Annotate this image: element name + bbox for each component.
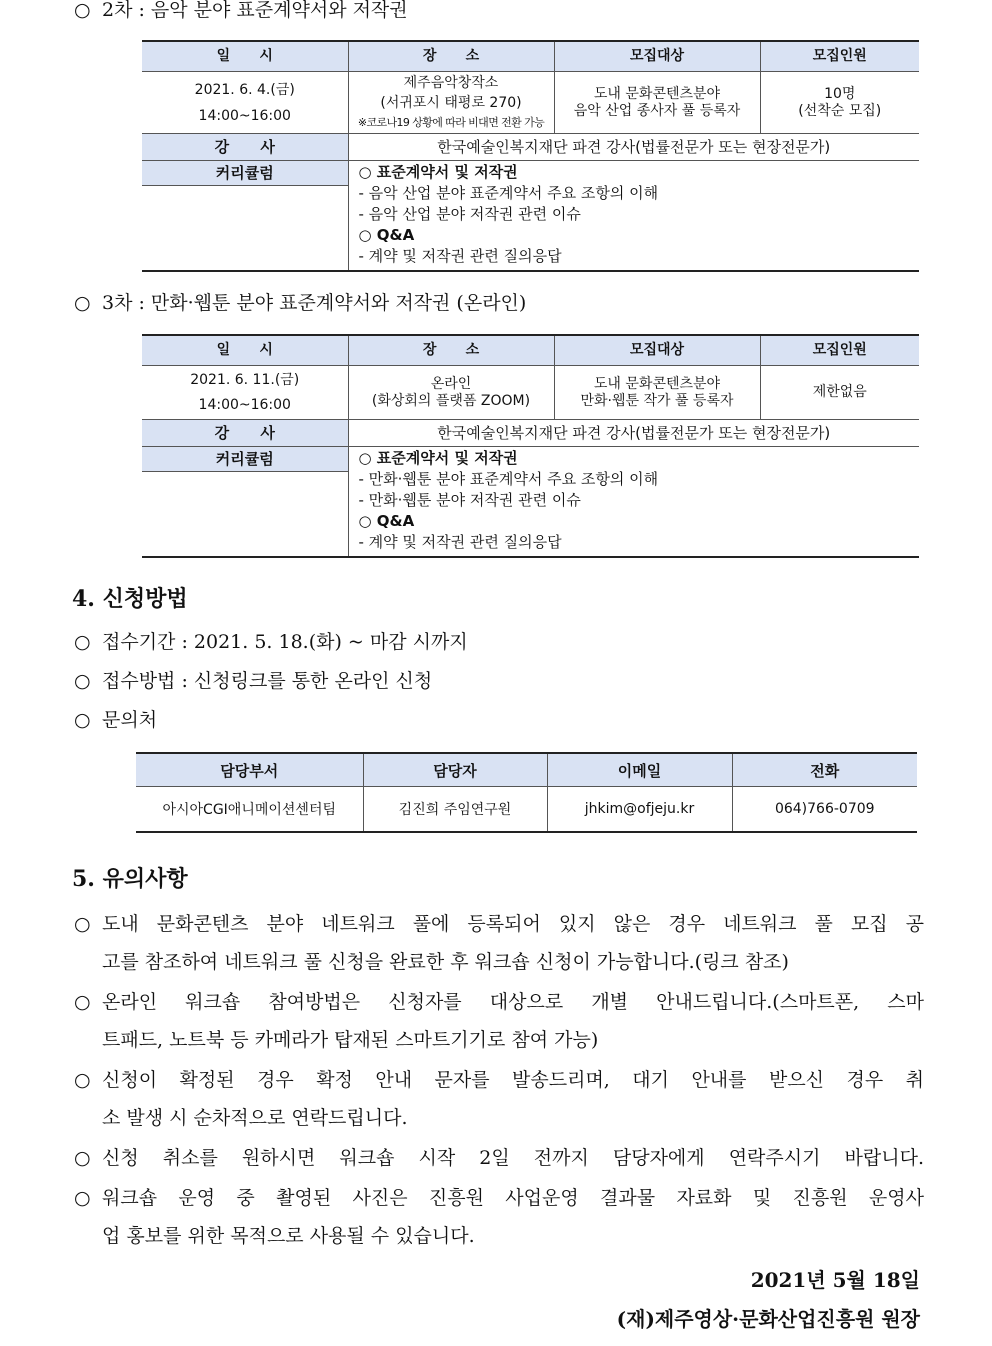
lecturer-label: 강 사 [142,134,348,161]
curriculum-label-cell [142,161,348,271]
header-email: 이메일 [547,753,732,787]
lecturer-label: 강 사 [142,420,348,447]
curriculum-label: 커리큘럼 [142,447,348,472]
session2-datetime: 2021. 6. 4.(금) 14:00~16:00 [142,72,348,134]
notice-item-4: ○ 신청 취소를 원하시면 워크숍 시작 2일 전까지 담당자에게 연락주시기 바랍니다. [74,1147,924,1169]
contact-heading: ○ 문의처 [74,709,158,731]
section4-heading: 4. 신청방법 [72,586,188,612]
section5-heading: 5. 유의사항 [72,866,188,892]
session2-table [142,40,919,272]
session2-title: ○ 2차 : 음악 분야 표준계약서와 저작권 [74,0,408,21]
session2-lecturer: 한국예술인복지재단 파견 강사(법률전문가 또는 현장전문가) [348,134,919,161]
footer-date: 2021년 5월 18일 [750,1268,920,1292]
notice-item-2: ○ 온라인 워크숍 참여방법은 신청자를 대상으로 개별 안내드립니다.(스마트폰, 스마 트패드, 노트북 등 카메라가 탑재된 스마트기기로 참여 가능) [74,991,924,1051]
session2-place: 제주음악창작소 (서귀포시 태평로 270) ※코로나19 상황에 따라 비대면 전환 가능 [348,72,554,134]
contact-phone: 064)766-0709 [732,787,917,833]
header-target: 모집대상 [554,335,760,366]
session3-curriculum: ○ 표준계약서 및 저작권 - 만화·웹툰 분야 표준계약서 주요 조항의 이해 - 만화·웹툰 분야 저작권 관련 이슈 ○ Q&A - 계약 및 저작권 관련 질의응답 [348,447,919,557]
header-count: 모집인원 [760,335,919,366]
header-datetime: 일 시 [142,41,348,72]
header-datetime: 일 시 [142,335,348,366]
header-count: 모집인원 [760,41,919,72]
contact-email[interactable]: jhkim@ofjeju.kr [547,787,732,833]
application-method: ○ 접수방법 : 신청링크를 통한 온라인 신청 [74,670,433,692]
notice-item-3: ○ 신청이 확정된 경우 확정 안내 문자를 발송드리며, 대기 안내를 받으신 경우 취 소 발생 시 순차적으로 연락드립니다. [74,1069,924,1129]
session3-table [142,334,919,558]
notice-item-1: ○ 도내 문화콘텐츠 분야 네트워크 풀에 등록되어 있지 않은 경우 네트워크 풀 모집 공 고를 참조하여 네트워크 풀 신청을 완료한 후 워크숍 신청이 가능합니다.(링크 참조) [74,913,924,973]
header-phone: 전화 [732,753,917,787]
session2-target: 도내 문화콘텐츠분야 음악 산업 종사자 풀 등록자 [554,72,760,134]
header-place: 장 소 [348,335,554,366]
session3-title: ○ 3차 : 만화·웹툰 분야 표준계약서와 저작권 (온라인) [74,292,527,314]
header-person: 담당자 [363,753,547,787]
session3-place: 온라인 (화상회의 플랫폼 ZOOM) [348,366,554,420]
contact-table [136,752,917,833]
curriculum-label: 커리큘럼 [142,161,348,186]
session3-count: 제한없음 [760,366,919,420]
notice-item-5: ○ 워크숍 운영 중 촬영된 사진은 진흥원 사업운영 결과물 자료화 및 진흥원 운영사 업 홍보를 위한 목적으로 사용될 수 있습니다. [74,1187,924,1247]
contact-department: 아시아CGI애니메이션센터팀 [136,787,363,833]
curriculum-label-cell [142,447,348,557]
footer-org: (재)제주영상·문화산업진흥원 원장 [616,1307,920,1331]
session2-count: 10명 (선착순 모집) [760,72,919,134]
session2-curriculum: ○ 표준계약서 및 저작권 - 음악 산업 분야 표준계약서 주요 조항의 이해 - 음악 산업 분야 저작권 관련 이슈 ○ Q&A - 계약 및 저작권 관련 질의응답 [348,161,919,271]
session3-datetime: 2021. 6. 11.(금) 14:00~16:00 [142,366,348,420]
contact-person: 김진희 주임연구원 [363,787,547,833]
header-department: 담당부서 [136,753,363,787]
session3-lecturer: 한국예술인복지재단 파견 강사(법률전문가 또는 현장전문가) [348,420,919,447]
session3-target: 도내 문화콘텐츠분야 만화·웹툰 작가 풀 등록자 [554,366,760,420]
application-period: ○ 접수기간 : 2021. 5. 18.(화) ~ 마감 시까지 [74,631,468,653]
bullet-icon: ○ [74,0,91,21]
header-place: 장 소 [348,41,554,72]
header-target: 모집대상 [554,41,760,72]
